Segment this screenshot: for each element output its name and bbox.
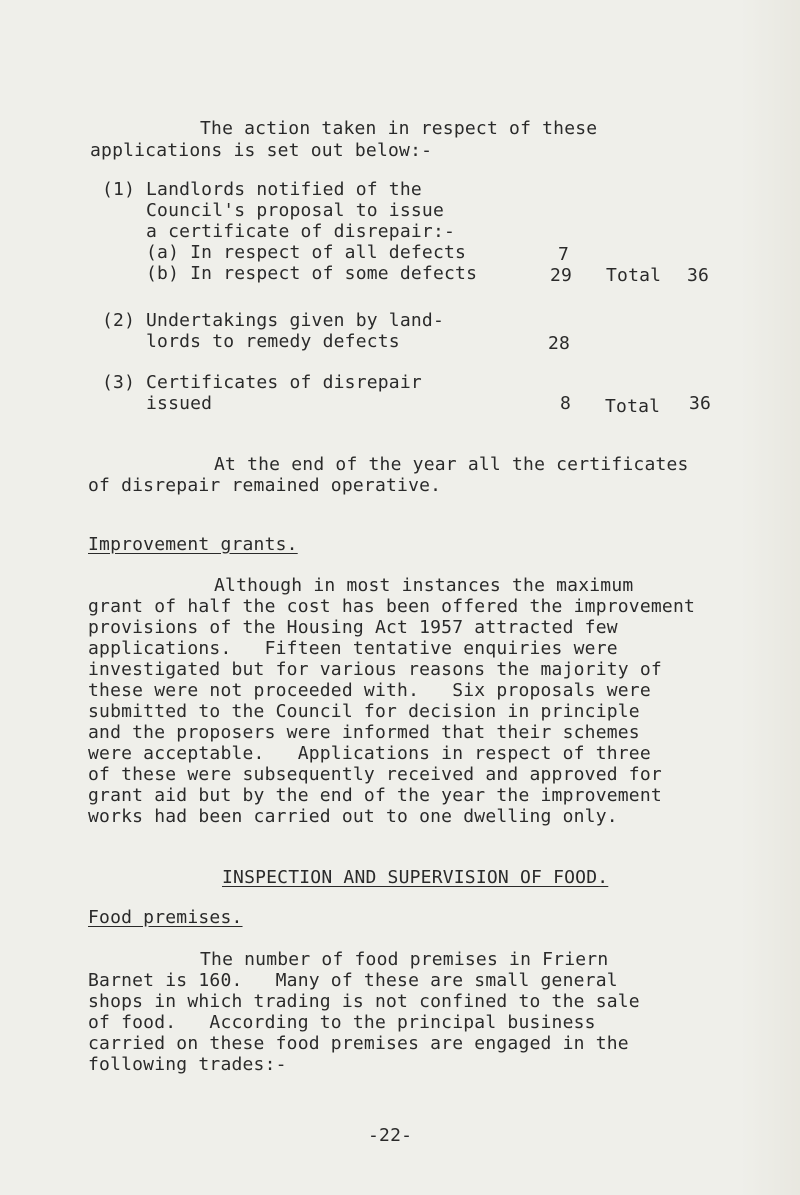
improvement-line-11: grant aid but by the end of the year the improvement [88,785,662,806]
improvement-line-5: investigated but for various reasons the majority of [88,659,662,680]
food-premises-subheading: Food premises. [88,907,243,928]
improvement-line-8: and the proposers were informed that their schemes [88,722,640,743]
item-1-text-2: Council's proposal to issue [146,200,444,221]
improvement-line-7: submitted to the Council for decision in principle [88,701,640,722]
inspection-heading: INSPECTION AND SUPERVISION OF FOOD. [222,867,609,888]
food-line-6: following trades:- [88,1054,287,1075]
improvement-line-9: were acceptable. Applications in respect of three [88,743,651,764]
food-line-3: shops in which trading is not confined to the sale [88,991,640,1012]
food-line-5: carried on these food premises are engaged in the [88,1033,629,1054]
improvement-line-2: grant of half the cost has been offered the improvement [88,596,696,617]
item-1b-label: (b) In respect of some defects [146,263,478,284]
item-3-total-value: 36 [689,393,712,414]
item-1a-label: (a) In respect of all defects [146,242,467,263]
item-1-text-1: Landlords notified of the [146,179,422,200]
improvement-line-10: of these were subsequently received and approved for [88,764,662,785]
item-1a-value: 7 [558,244,570,265]
page-edge-shade [740,0,800,1195]
page-number: -22- [368,1125,413,1146]
improvement-line-12: works had been carried out to one dwelling only. [88,806,618,827]
item-1b-value: 29 [550,265,573,286]
improvement-line-6: these were not proceeded with. Six proposals were [88,680,651,701]
item-1-total-label: Total [606,265,662,286]
item-3-value: 8 [560,393,572,414]
item-2-value: 28 [548,333,571,354]
end-note-line-2: of disrepair remained operative. [88,475,442,496]
food-line-1: The number of food premises in Friern [200,949,609,970]
item-3-total-label: Total [605,396,661,417]
item-1-text-3: a certificate of disrepair:- [146,221,456,242]
item-2-text-2: lords to remedy defects [146,331,400,352]
intro-line-1: The action taken in respect of these [200,118,598,139]
intro-line-2: applications is set out below:- [90,140,433,161]
item-3-text-1: Certificates of disrepair [146,372,422,393]
improvement-line-4: applications. Fifteen tentative enquiries were [88,638,618,659]
item-3-number: (3) [102,372,136,393]
improvement-heading: Improvement grants. [88,534,298,555]
end-note-line-1: At the end of the year all the certificates [214,454,689,475]
item-2-text-1: Undertakings given by land- [146,310,444,331]
item-1-number: (1) [102,179,136,200]
improvement-line-3: provisions of the Housing Act 1957 attracted few [88,617,618,638]
item-2-number: (2) [102,310,136,331]
food-line-4: of food. According to the principal business [88,1012,596,1033]
item-1-total-value: 36 [687,265,710,286]
item-3-text-2: issued [146,393,213,414]
improvement-line-1: Although in most instances the maximum [214,575,634,596]
food-line-2: Barnet is 160. Many of these are small general [88,970,618,991]
